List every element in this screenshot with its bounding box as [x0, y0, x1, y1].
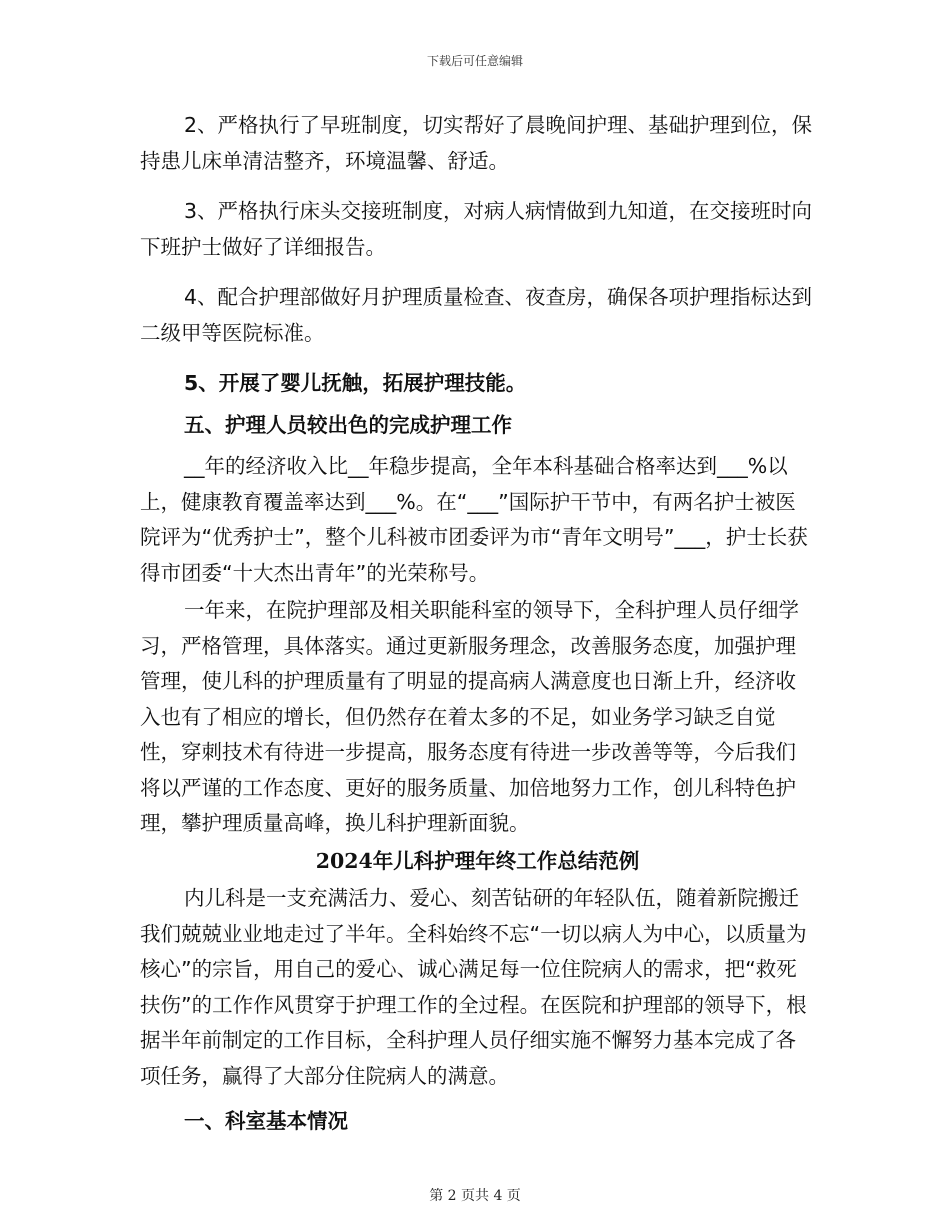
section-heading-5: 五、护理人员较出色的完成护理工作 [184, 412, 512, 437]
document-body [140, 108, 815, 1146]
page-header: 下载后可任意编辑 [426, 54, 523, 68]
section-heading-1: 一、科室基本情况 [184, 1109, 348, 1133]
paragraph-item-2: 2、严格执行了早班制度，切实帮好了晨晚间护理、基础护理到位，保持患儿床单清洁整齐，环境温馨、舒适。 [140, 113, 813, 173]
paragraph-intro: 内儿科是一支充满活力、爱心、刻苦钻研的年轻队伍，随着新院搬迁我们兢兢业业地走过了半年。全科始终不忘“一切以病人为中心，以质量为核心”的宗旨，用自己的爱心、诚心满足每一位住院病人的需求，把“救死扶伤”的工作作风贯穿于护理工作的全过程。在医院和护理部的领导下，根据半年前制定的工作目标，全科护理人员仔细实施不懈努力基本完成了各项任务，赢得了大部分住院病人的满意。 [140, 886, 807, 1088]
paragraph-item-4: 4、配合护理部做好月护理质量检查、夜查房，确保各项护理指标达到二级甲等医院标准。 [140, 285, 813, 345]
paragraph-item-5: 5、开展了婴儿抚触，拓展护理技能。 [184, 371, 527, 395]
paragraph-income: __年的经济收入比__年稳步提高，全年本科基础合格率达到___%以上，健康教育覆盖率达到___%。在“___”国际护干节中，有两名护士被医院评为“优秀护士”，整个儿科被市团委评为市“青年文明号”___，护士长获得市团委“十大杰出青年”的光荣称号。 [140, 454, 808, 585]
document-title: 2024年儿科护理年终工作总结范例 [315, 848, 640, 873]
paragraph-summary: 一年来，在院护理部及相关职能科室的领导下，全科护理人员仔细学习，严格管理，具体落实。通过更新服务理念，改善服务态度，加强护理管理，使儿科的护理质量有了明显的提高病人满意度也日渐上升，经济收入也有了相应的增长，但仍然存在着太多的不足，如业务学习缺乏自觉性，穿刺技术有待进一步提高，服务态度有待进一步改善等等，今后我们将以严谨的工作态度、更好的服务质量、加倍地努力工作，创儿科特色护理，攀护理质量高峰，换儿科护理新面貌。 [140, 598, 799, 835]
paragraph-item-3: 3、严格执行床头交接班制度，对病人病情做到九知道，在交接班时向下班护士做好了详细报告。 [140, 199, 813, 259]
page-footer: 第 2 页共 4 页 [429, 1188, 521, 1204]
